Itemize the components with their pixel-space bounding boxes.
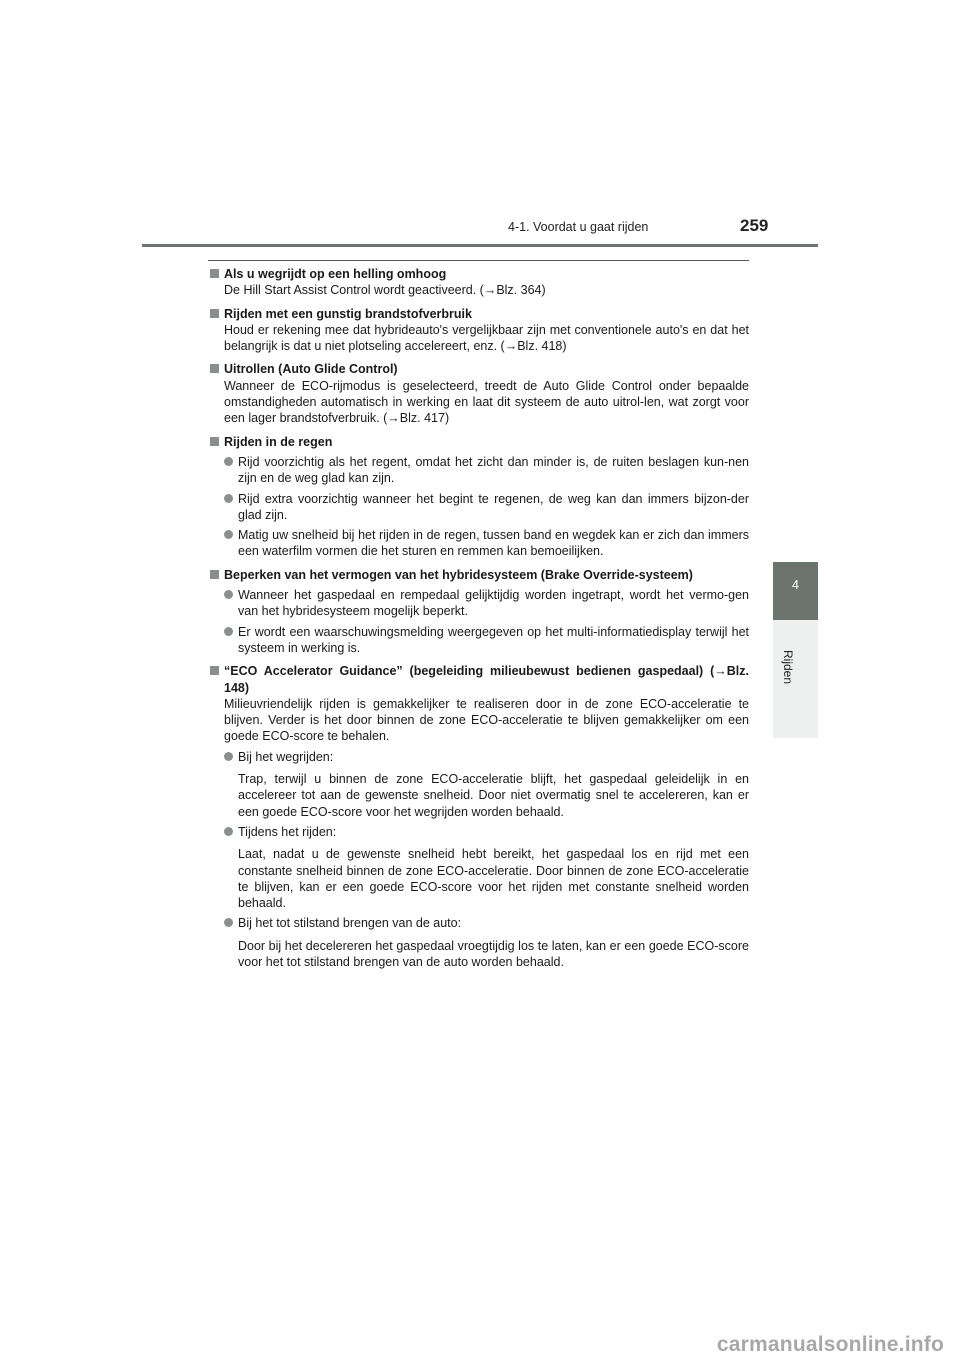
square-bullet-icon — [210, 437, 219, 446]
bullet-label: Bij het wegrijden: — [238, 749, 334, 764]
header-rule — [142, 244, 818, 247]
round-bullet-icon — [224, 494, 233, 503]
section-body: Wanneer de ECO-rijmodus is geselecteerd, treedt de Auto Glide Control onder bepaalde omstandigheden automatisch in werking en laat dit systeem de auto uitrol-len, wat zorgt voor een lager brandstofverbruik. (→Blz. 417) — [224, 378, 749, 426]
section-title: Beperken van het vermogen van het hybridesysteem (Brake Override-systeem) — [224, 567, 693, 582]
section — [209, 306, 749, 355]
chapter-rail — [773, 620, 818, 738]
section — [209, 567, 749, 656]
chapter-tab — [773, 562, 818, 620]
square-bullet-icon — [210, 666, 219, 675]
bullet-label: Tijdens het rijden: — [238, 824, 337, 839]
main-content — [209, 266, 749, 970]
square-bullet-icon — [210, 269, 219, 278]
section — [209, 361, 749, 426]
section — [209, 434, 749, 560]
section-title: “ECO Accelerator Guidance” (begeleiding milieubewust bedienen gaspedaal) (→Blz. 148) — [224, 664, 749, 695]
bullet-text: Rijd voorzichtig als het regent, omdat het zicht dan minder is, de ruiten beslagen kun-nen zijn en de weg glad kan zijn. — [238, 454, 749, 486]
bullet-item — [224, 587, 749, 620]
section-title: Rijden in de regen — [224, 434, 333, 449]
section — [209, 663, 749, 970]
round-bullet-icon — [224, 827, 233, 836]
square-bullet-icon — [210, 309, 219, 318]
watermark: carmanualsonline.info — [716, 1333, 944, 1356]
bullet-item — [224, 824, 749, 911]
section — [209, 266, 749, 299]
running-header: 4-1. Voordat u gaat rijden — [508, 220, 649, 234]
section-body: Milieuvriendelijk rijden is gemakkelijker te realiseren door in de zone ECO-acceleratie te blijven. Verder is het door binnen de zone ECO-acceleratie te blijven gemakkelijker om een goede ECO-score te behalen. — [224, 696, 749, 744]
chapter-number: 4 — [792, 578, 799, 592]
round-bullet-icon — [224, 590, 233, 599]
square-bullet-icon — [210, 364, 219, 373]
bullet-text: Laat, nadat u de gewenste snelheid hebt bereikt, het gaspedaal los en rijd met een constante snelheid binnen de zone ECO-acceleratie. Door binnen de zone ECO-acceleratie te blijven, kan er een goede ECO-score voor het rijden met constante snelheid worden behaald. — [238, 847, 749, 911]
content-rule — [208, 260, 749, 261]
section-body: De Hill Start Assist Control wordt geactiveerd. (→Blz. 364) — [224, 283, 546, 298]
page-number: 259 — [740, 216, 769, 235]
bullet-item — [224, 491, 749, 524]
chapter-label: Rijden — [781, 650, 795, 685]
section-title: Rijden met een gunstig brandstofverbruik — [224, 306, 472, 321]
bullet-item — [224, 915, 749, 970]
bullet-text: Er wordt een waarschuwingsmelding weergegeven op het multi-informatiedisplay terwijl het systeem in werking is. — [238, 624, 749, 655]
section-title: Uitrollen (Auto Glide Control) — [224, 362, 398, 377]
round-bullet-icon — [224, 530, 233, 539]
bullet-item — [224, 749, 749, 820]
round-bullet-icon — [224, 918, 233, 927]
section-body: Houd er rekening mee dat hybrideauto's vergelijkbaar zijn met conventionele auto's en dat het belangrijk is dat u niet plotseling accelereert, enz. (→Blz. 418) — [224, 322, 749, 354]
round-bullet-icon — [224, 457, 233, 466]
bullet-text: Matig uw snelheid bij het rijden in de regen, tussen band en wegdek kan er zich dan immers een waterfilm vormen die het sturen en remmen kan bemoeilijken. — [238, 528, 749, 559]
bullet-item — [224, 454, 749, 487]
bullet-label: Bij het tot stilstand brengen van de auto: — [238, 916, 462, 931]
section-title: Als u wegrijdt op een helling omhoog — [224, 267, 447, 281]
bullet-text: Trap, terwijl u binnen de zone ECO-acceleratie blijft, het gaspedaal geleidelijk in en accelereer tot aan de gewenste snelheid. Door niet overmatig snel te accelereren, kan er een goede ECO-score voor het wegrijden worden behaald. — [238, 772, 749, 819]
bullet-text: Wanneer het gaspedaal en rempedaal gelijktijdig worden ingetrapt, wordt het vermo-gen van het hybridesysteem mogelijk beperkt. — [238, 588, 749, 619]
round-bullet-icon — [224, 752, 233, 761]
bullet-text: Door bij het decelereren het gaspedaal vroegtijdig los te laten, kan er een goede ECO-score voor het tot stilstand brengen van de auto worden behaald. — [238, 938, 749, 969]
square-bullet-icon — [210, 570, 219, 579]
bullet-item — [224, 527, 749, 560]
round-bullet-icon — [224, 627, 233, 636]
bullet-text: Rijd extra voorzichtig wanneer het begint te regenen, de weg kan dan immers bijzon-der glad zijn. — [238, 491, 749, 522]
bullet-item — [224, 624, 749, 657]
